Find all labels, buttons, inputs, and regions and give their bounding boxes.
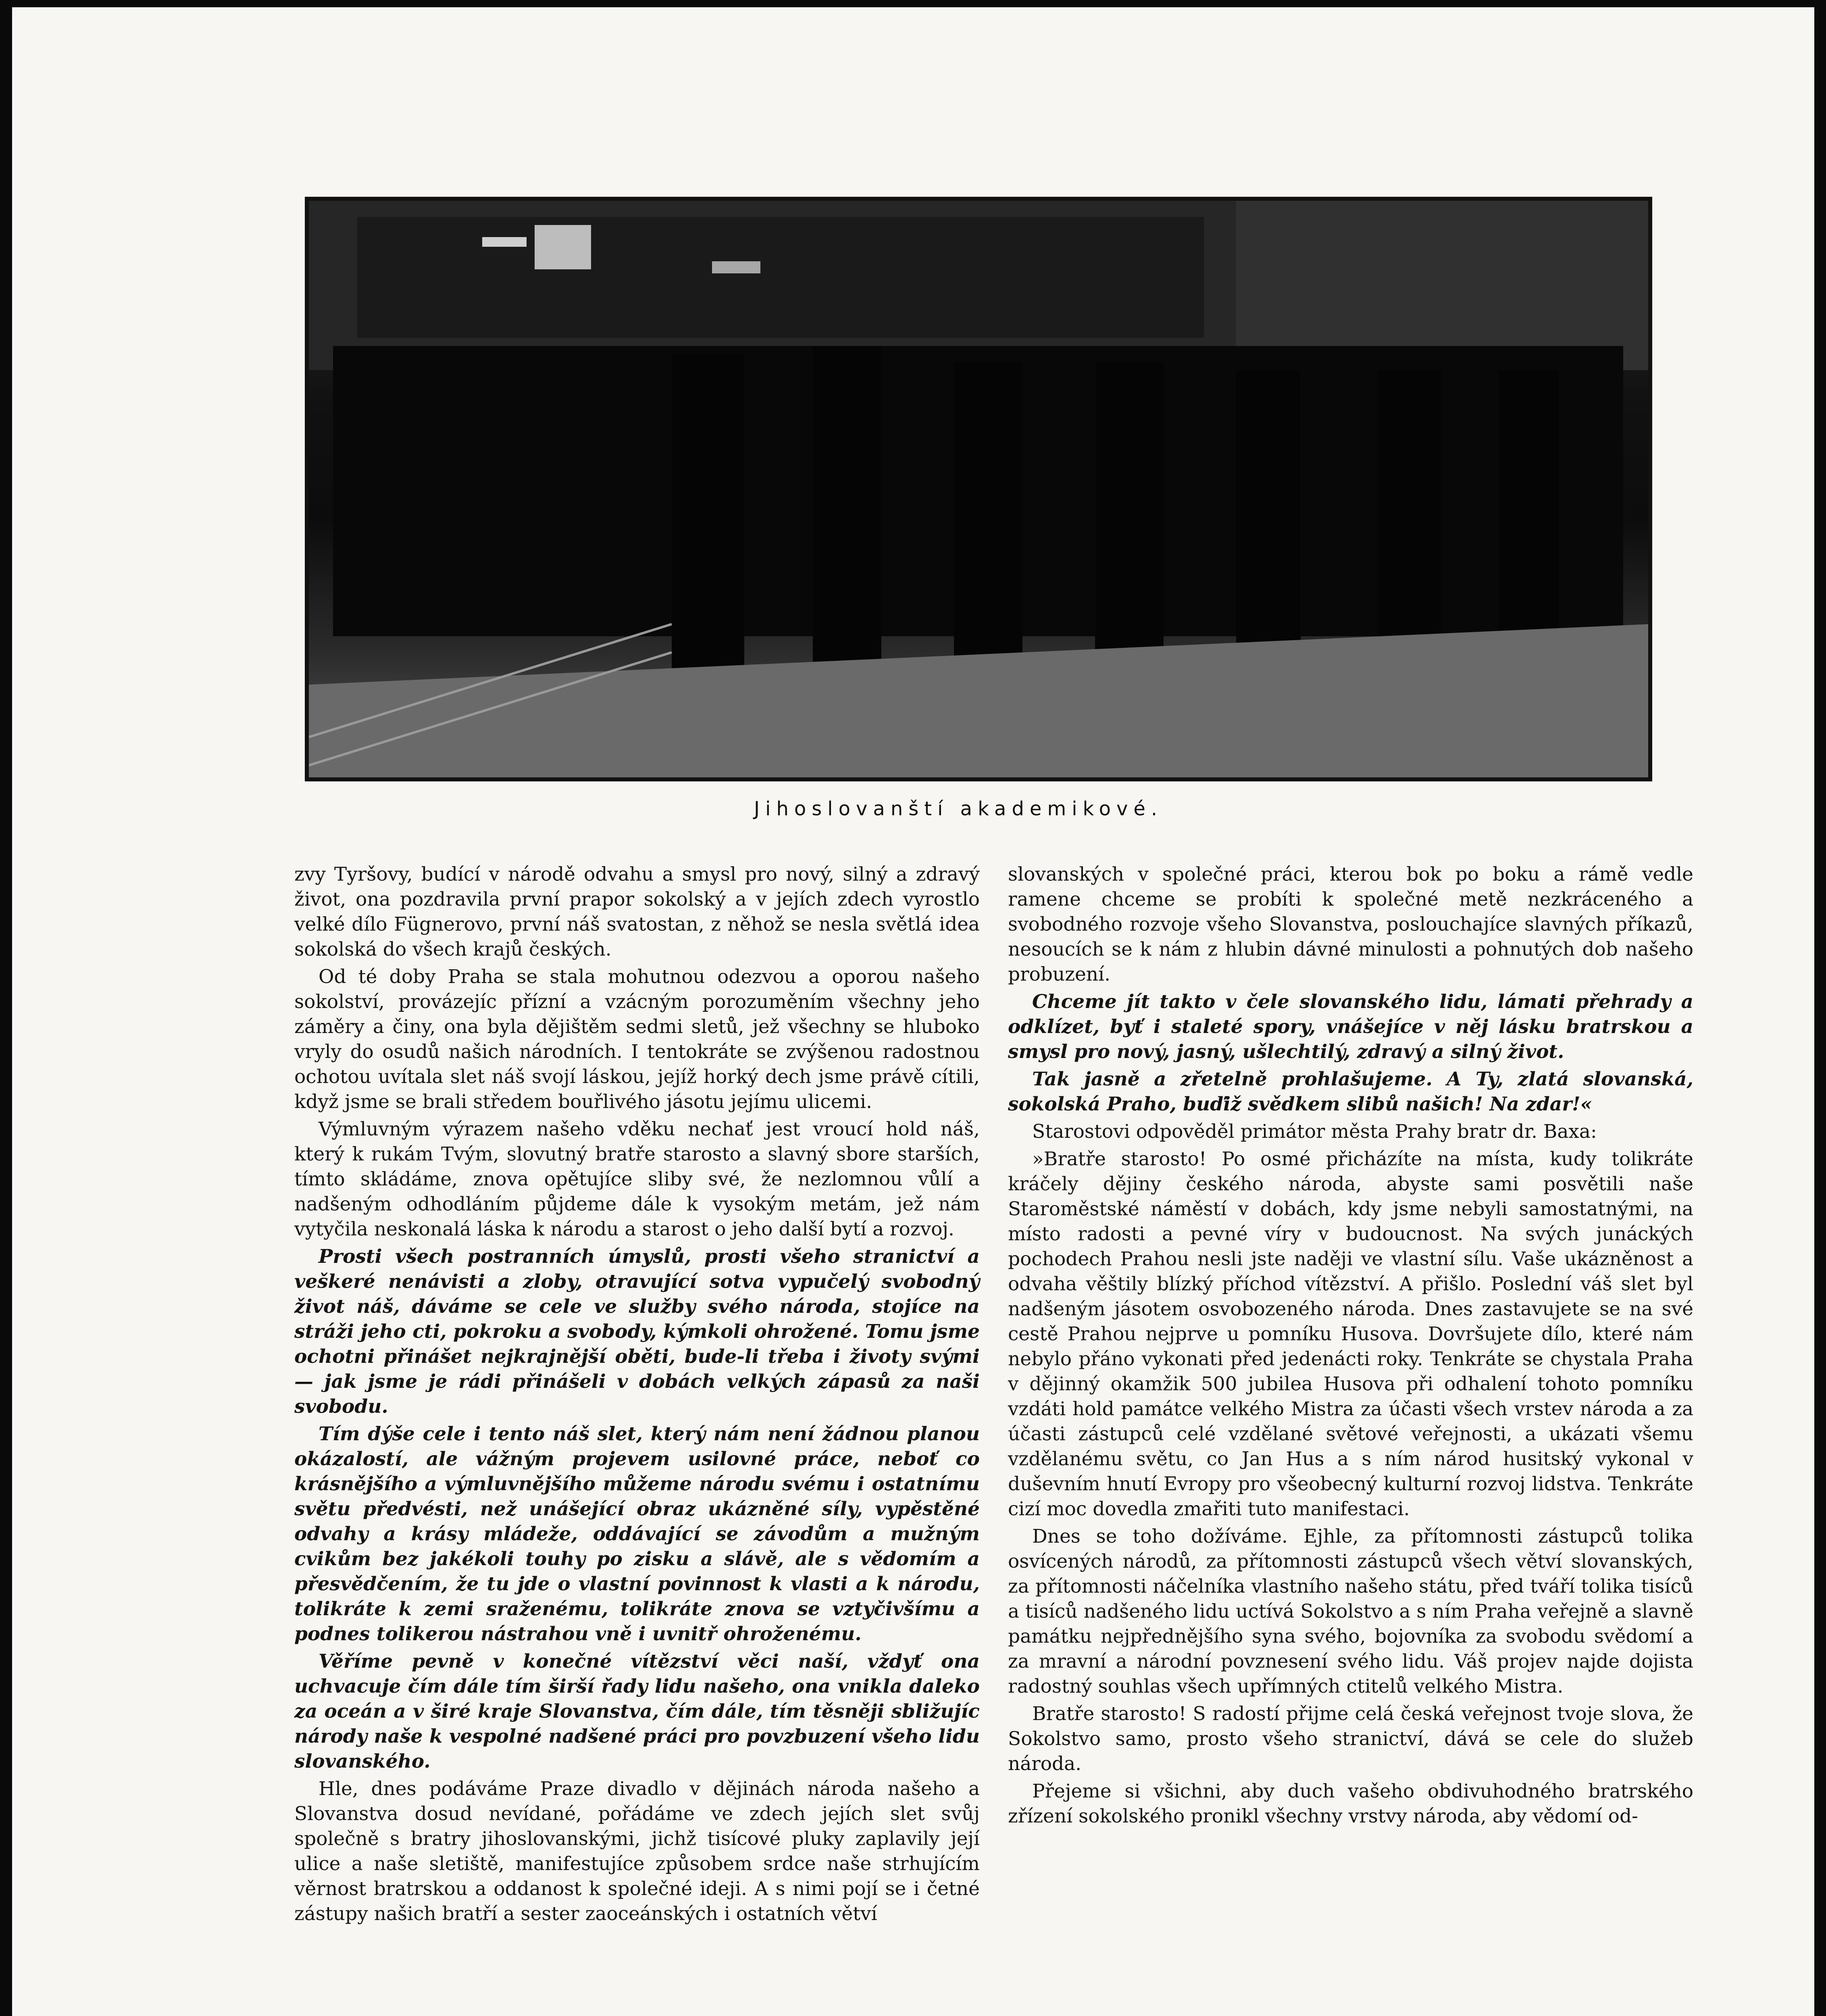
text-column-left: [294, 862, 980, 1929]
paragraph: Bratře starosto! S radostí přijme celá česká veřejnost tvoje slova, že Sokolstvo samo, prosto všeho stranictví, dává se cele do služeb národa.: [1008, 1703, 1693, 1775]
paragraph: Od té doby Praha se stala mohutnou odezvou a oporou našeho sokolství, provázejíc přízní a vzácným porozuměním všechny jeho záměry a činy, ona byla dějištěm sedmi sletů, jež všechny se hluboko vryly do osudů našich národních. I tentokráte se zvýšenou radostnou ochotou uvítala slet náš svojí láskou, jejíž horký dech jsme právě cítili, když jsme se brali středem bouřlivého jásotu jejímu ulicemi.: [294, 966, 980, 1113]
text-column-right: [1008, 862, 1693, 1831]
photo-jihoslovansti-akademikove: [305, 197, 1652, 781]
photo-scene: [309, 201, 1648, 777]
paragraph: Prosti všech postranních úmyslů, prosti všeho stranictví a veškeré nenávisti a zloby, otravující sotva vypučelý svobodný život náš, dáváme se cele ve služby svého národa, stojíce na stráži jeho cti, pokroku a svobody, kýmkoli ohrožené. Tomu jsme ochotni přinášet nejkrajnější oběti, bude-li třeba i životy svými — jak jsme je rádi přinášeli v dobách velkých zápasů za naši svobodu.: [294, 1245, 980, 1418]
paragraph: Výmluvným výrazem našeho vděku nechať jest vroucí hold náš, který k rukám Tvým, slovutný bratře starosto a slavný sbore starších, tímto skládáme, znova opětujíce sliby své, že nezlomnou vůlí a nadšeným odhodláním půjdeme dále k vysokým metám, jež nám vytyčila neskonalá láska k národu a starost o jeho další bytí a rozvoj.: [294, 1118, 980, 1240]
paragraph: Věříme pevně v konečné vítězství věci naší, vždyť ona uchvacuje čím dále tím širší řady lidu našeho, ona vnikla daleko za oceán a v širé kraje Slovanstva, čím dále, tím těsněji sbližujíc národy naše k vespolné nadšené práci pro povzbuzení všeho lidu slovanského.: [294, 1650, 980, 1772]
paragraph: Tím dýše cele i tento náš slet, který nám není žádnou planou okázalostí, ale vážným projevem usilovné práce, neboť co krásnějšího a výmluvnějšího můžeme národu svému i ostatnímu světu předvésti, než unášející obraz ukázněné síly, vypěstěné odvahy a krásy mládeže, oddávající se závodům a mužným cvikům bez jakékoli touhy po zisku a slávě, ale s vědomím a přesvědčením, že tu jde o vlastní povinnost k vlasti a k národu, tolikráte k zemi sraženému, tolikráte znova se vztyčivšímu a podnes tolikerou nástrahou vně i uvnitř ohroženému.: [294, 1423, 980, 1645]
photo-caption: Jihoslovanští akademikové.: [754, 798, 1163, 820]
paragraph: zvy Tyršovy, budící v národě odvahu a smysl pro nový, silný a zdravý život, ona pozdravila první prapor sokolský a v jejích zdech vyrostlo velké dílo Fügnerovo, první náš svatostan, z něhož se nesla světlá idea sokolská do všech krajů českých.: [294, 863, 980, 960]
paragraph: Přejeme si všichni, aby duch vašeho obdivuhodného bratrského zřízení sokolského pronikl všechny vrstvy národa, aby vědomí od-: [1008, 1780, 1693, 1827]
paragraph: Dnes se toho dožíváme. Ejhle, za přítomnosti zástupců tolika osvícených národů, za přítomnosti zástupců všech větví slovanských, za přítomnosti náčelníka vlastního našeho státu, před tváří tolika tisíců a tisíců nadšeného lidu uctívá Sokolstvo a s ním Praha veřejně a slavně památku nejpřednějšího syna svého, bojovníka za svobodu svědomí a za mravní a národní povznesení svého lidu. Váš projev najde dojista radostný souhlas všech upřímných ctitelů velkého Mistra.: [1008, 1525, 1693, 1697]
paragraph: Chceme jít takto v čele slovanského lidu, lámati přehrady a odklízet, byť i staleté spory, vnášejíce v něj lásku bratrskou a smysl pro nový, jasný, ušlechtilý, zdravý a silný život.: [1008, 991, 1693, 1063]
paragraph: Starostovi odpověděl primátor města Prahy bratr dr. Baxa:: [1032, 1120, 1597, 1143]
paragraph: slovanských v společné práci, kterou bok po boku a rámě vedle ramene chceme se probíti k společné metě nezkráceného a svobodného rozvoje všeho Slovanstva, poslouchajíce slavných příkazů, nesoucích se k nám z hlubin dávné minulosti a pohnutých dob našeho probuzení.: [1008, 863, 1693, 985]
paragraph: Tak jasně a zřetelně prohlašujeme. A Ty, zlatá slovanská, sokolská Praho, buďiž svědkem slibů našich! Na zdar!«: [1008, 1068, 1693, 1115]
paragraph: »Bratře starosto! Po osmé přicházíte na místa, kudy tolikráte kráčely dějiny českého národa, abyste sami posvětili naše Staroměstské náměstí v dobách, kdy jsme nebyli samostatnými, na místo radosti a pevné víry v budoucnost. Na svých junáckých pochodech Prahou nesli jste naději ve vlastní sílu. Vaše ukázněnost a odvaha věštily blízký příchod vítězství. A přišlo. Poslední váš slet byl nadšeným jásotem osvobozeného národa. Dnes zastavujete se na své cestě Prahou nejprve u pomníku Husova. Dovršujete dílo, které nám nebylo přáno vykonati před jedenácti roky. Tenkráte se chystala Praha v dějinný okamžik 500 jubilea Husova při odhalení tohoto pomníku vzdáti hold památce velkého Mistra za účasti všech vrstev národa a za účasti zástupců celé vzdělané světové veřejnosti, a ukázati všemu vzdělanému světu, co Jan Hus a s ním národ husitský vykonal v duševním hnutí Evropy pro všeobecný kulturní rozvoj lidstva. Tenkráte cizí moc dovedla zmařiti tuto manifestaci.: [1008, 1148, 1693, 1520]
paragraph: Hle, dnes podáváme Praze divadlo v dějinách národa našeho a Slovanstva dosud nevídané, pořádáme ve zdech jejích slet svůj společně s bratry jihoslovanskými, jichž tisícové pluky zaplavily její ulice a naše sletiště, manifestujíce způsobem srdce naše strhujícím věrnost bratrskou a oddanost k společné ideji. A s nimi pojí se i četné zástupy našich bratří a sester zaoceánských i ostatních větví: [294, 1778, 980, 1925]
page: [12, 7, 1814, 2016]
